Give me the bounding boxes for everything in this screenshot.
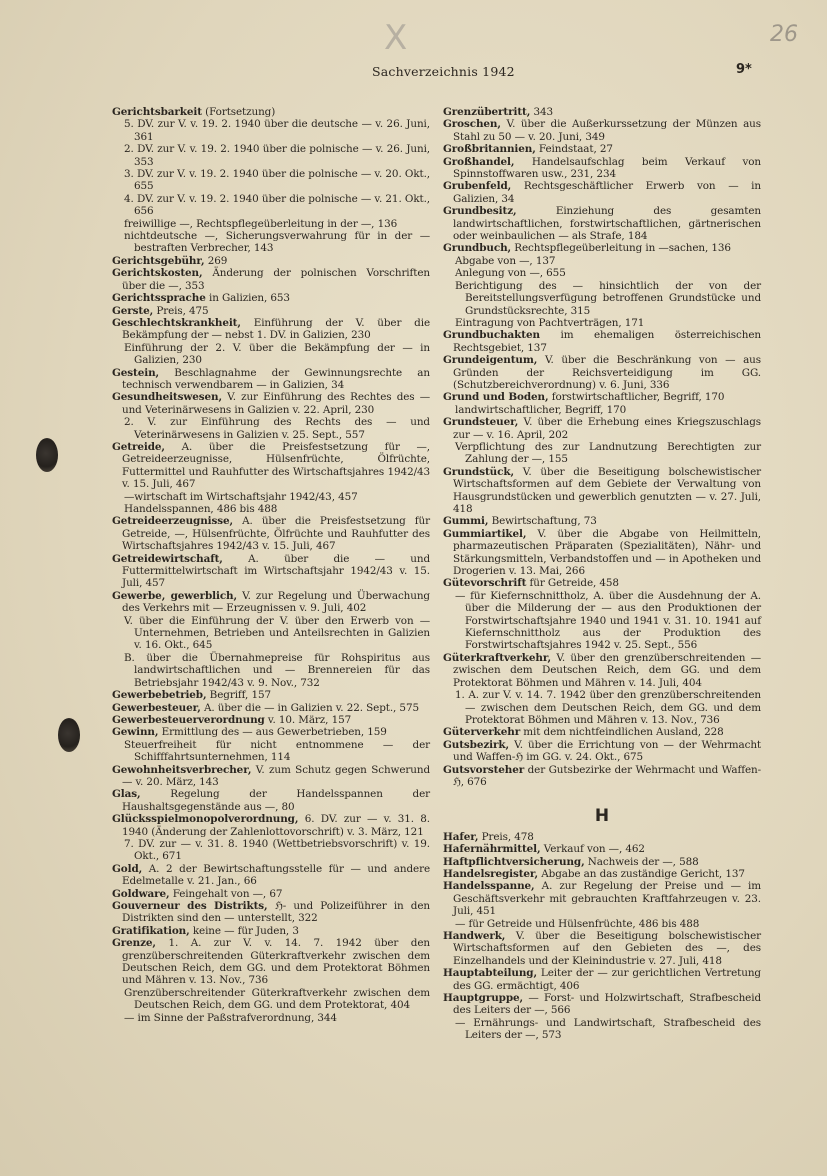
index-text: V. über den grenzüberschreitenden — zwischen dem Deutschen Reich, dem GG. und dem Protektorat Böhmen und Mähren v. 14. Juli, 404 <box>453 651 761 689</box>
index-entry <box>443 856 761 868</box>
index-headword: Haftpflichtversicherung, <box>443 855 585 868</box>
pencil-page-number: 26 <box>770 22 798 47</box>
index-text: Abgabe von —, 137 <box>455 254 556 267</box>
index-text: (Fortsetzung) <box>201 106 276 118</box>
index-entry <box>112 367 430 392</box>
index-headword: Grenze, <box>112 937 156 950</box>
index-text: V. über die Abgabe von Heilmitteln, pharmazeutischen Präparaten (Spezialitäten), Nähr- und Stärkungsmitteln, Verbandstoffen und — in Apotheken und Drogerien v. 13. Mai, 266 <box>453 527 761 578</box>
index-text: Einführung der V. über die Bekämpfung der — nebst 1. DV. in Galizien, 230 <box>122 316 430 342</box>
index-text: Berichtigung des — hinsichtlich der von der Bereitstellungsverfügung betroffenen Grundstücke und Grundstücksrechte, 315 <box>455 279 761 317</box>
index-text: Verpflichtung des zur Landnutzung Berechtigten zur Zahlung der —, 155 <box>455 440 761 466</box>
index-headword: Handwerk, <box>443 930 506 942</box>
index-subentry <box>443 317 761 329</box>
index-entry <box>112 292 430 304</box>
index-text: V. über die Beschränkung von — aus Gründen der Reichsverteidigung im GG. (Schutzbereichverordnung) v. 6. Juni, 336 <box>453 354 761 391</box>
index-entry <box>443 391 761 403</box>
index-headword: Gütevorschrift <box>443 577 527 590</box>
index-text: Beschlagnahme der Gewinnungsrechte an technisch verwendbarem — in Galizien, 34 <box>122 366 430 391</box>
index-text: — Ernährungs- und Landwirtschaft, Strafbescheid des Leiters der —, 573 <box>455 1016 761 1042</box>
index-entry <box>112 813 430 838</box>
index-headword: Hafernährmittel, <box>443 843 541 856</box>
index-entry <box>443 180 761 205</box>
index-entry <box>112 553 430 590</box>
index-headword: Grenzübertritt, <box>443 106 531 118</box>
index-entry <box>443 739 761 764</box>
index-entry <box>443 652 761 689</box>
index-headword: Gutsbezirk, <box>443 738 509 751</box>
index-headword: Gerichtsgebühr, <box>112 254 205 267</box>
index-headword: Güterkraftverkehr, <box>443 651 552 664</box>
index-entry <box>112 267 430 292</box>
index-entry <box>112 391 430 416</box>
index-text: forstwirtschaftlicher, Begriff, 170 <box>548 391 725 404</box>
index-headword: Grundbesitz, <box>443 205 517 218</box>
index-subentry <box>112 218 430 230</box>
index-headword: Groschen, <box>443 118 501 131</box>
index-subentry <box>112 230 430 255</box>
index-subentry <box>112 1012 430 1024</box>
index-entry <box>112 106 430 118</box>
index-headword: Gerichtsbarkeit <box>112 106 202 118</box>
index-headword: Großhandel, <box>443 155 515 168</box>
index-entry <box>112 305 430 317</box>
index-headword: Gummi, <box>443 515 489 528</box>
index-headword: Glücksspielmonopolverordnung, <box>112 813 299 826</box>
index-headword: Grundsteuer, <box>443 416 519 429</box>
index-headword: Goldware, <box>112 887 170 900</box>
index-text: V. über die Außerkurssetzung der Münzen aus Stahl zu 50 — v. 20. Juni, 349 <box>453 118 761 143</box>
index-entry <box>443 205 761 242</box>
index-entry <box>443 143 761 155</box>
punch-hole <box>36 438 58 472</box>
index-entry <box>443 528 761 578</box>
index-subentry <box>112 987 430 1012</box>
index-text: Rechtspflegeüberleitung in —sachen, 136 <box>511 242 731 255</box>
index-text: Handelsaufschlag beim Verkauf von Spinnstoffwaren usw., 231, 234 <box>453 155 761 181</box>
index-headword: Gewerbesteuerverordnung <box>112 713 265 726</box>
index-entry <box>112 702 430 714</box>
index-subentry <box>443 280 761 317</box>
index-subentry <box>443 689 761 726</box>
index-subentry <box>112 652 430 689</box>
index-headword: Gerichtssprache <box>112 292 206 305</box>
index-headword: Gerichtskosten, <box>112 267 203 280</box>
index-text: Feindstaat, 27 <box>535 143 613 156</box>
index-text: A. über die — und Futtermittelwirtschaft im Wirtschaftsjahr 1942/43 v. 15. Juli, 457 <box>122 552 430 590</box>
index-headword: Gummiartikel, <box>443 527 527 540</box>
index-entry <box>112 937 430 987</box>
index-subentry <box>112 739 430 764</box>
index-headword: Gestein, <box>112 366 160 379</box>
index-subentry <box>443 1017 761 1042</box>
index-text: Bewirtschaftung, 73 <box>488 515 597 528</box>
index-text: V. über die Beseitigung bolschewistischer Wirtschaftsformen auf dem Gebiete der Verwaltung von Hausgrundstücken und gewerblich genutzten — v. 27. Juli, 418 <box>453 465 761 515</box>
index-subentry <box>443 404 761 416</box>
index-text: B. über die Übernahmepreise für Rohspiritus aus landwirtschaftlichen und — Brennereien für das Betriebsjahr 1942/43 v. 9. Nov., 732 <box>124 651 430 689</box>
index-text: Nachweis der —, 588 <box>584 855 699 868</box>
index-text: Feingehalt von —, 67 <box>169 887 283 900</box>
index-subentry <box>112 193 430 218</box>
index-headword: Grund und Boden, <box>443 391 549 404</box>
index-subentry <box>443 255 761 267</box>
index-entry <box>443 156 761 181</box>
index-headword: Gewerbesteuer, <box>112 701 201 714</box>
index-text: V. über die Errichtung von — der Wehrmacht und Waffen-ℌ im GG. v. 24. Okt., 675 <box>453 738 761 764</box>
index-entry <box>443 967 761 992</box>
index-headword: Gratifikation, <box>112 924 190 937</box>
index-subentry <box>443 918 761 930</box>
index-entry <box>443 843 761 855</box>
index-text: V. zur Einführung des Rechtes des — und Veterinärwesens in Galizien v. 22. April, 230 <box>122 391 430 416</box>
index-entry <box>112 689 430 701</box>
index-headword: Grundeigentum, <box>443 354 538 367</box>
index-text: 6. DV. zur — v. 31. 8. 1940 (Änderung der Zahlenlottovorschrift) v. 3. März, 121 <box>122 813 430 838</box>
index-subentry <box>112 838 430 863</box>
index-entry <box>443 992 761 1017</box>
index-text: V. über die Beseitigung bolschewistischer Wirtschaftsformen auf den Gebieten des —, des Einzelhandels und der Kleinindustrie v. 27. Juli, 418 <box>453 930 761 967</box>
index-entry <box>443 106 761 118</box>
index-entry <box>112 863 430 888</box>
index-text: Ermittlung des — aus Gewerbetrieben, 159 <box>158 726 387 739</box>
index-entry <box>443 515 761 527</box>
index-headword: Grubenfeld, <box>443 180 512 193</box>
index-text: mit dem nichtfeindlichen Ausland, 228 <box>520 726 724 739</box>
index-entry <box>112 788 430 813</box>
index-headword: Gouverneur des Distrikts, <box>112 900 276 912</box>
index-text: Regelung der Handelsspannen der Haushaltsgegenstände aus —, 80 <box>122 788 430 813</box>
index-text: V. zur Regelung und Überwachung des Verkehrs mit — Erzeugnissen v. 9. Juli, 402 <box>122 589 430 615</box>
index-text: Preis, 475 <box>153 304 209 317</box>
index-text: für Getreide, 458 <box>526 577 619 590</box>
index-text: ℌ- und Polizeiführer in den Distrikten sind den — unterstellt, 322 <box>122 900 430 925</box>
index-entry <box>443 466 761 516</box>
index-text: Einziehung des gesamten landwirtschaftlichen, forstwirtschaftlichen, gärtnerischen oder weinbaulichen — als Strafe, 184 <box>453 205 761 243</box>
index-entry <box>443 764 761 789</box>
index-entry <box>443 831 761 843</box>
index-text: Begriff, 157 <box>206 689 271 702</box>
index-text: 7. DV. zur — v. 31. 8. 1940 (Wettbetriebsvorschrift) v. 19. Okt., 671 <box>124 837 430 863</box>
index-text: Eintragung von Pachtverträgen, 171 <box>455 316 645 329</box>
index-text: A. zur Regelung der Preise und — im Geschäftsverkehr mit gebrauchten Kraftfahrzeugen v. 23. Juli, 451 <box>453 880 761 918</box>
index-text: 1. A. zur V. v. 14. 7. 1942 über den grenzüberschreitenden Güterkraftverkehr zwischen dem Deutschen Reich, dem GG. und dem Protektorat Böhmen und Mähren v. 13. Nov., 736 <box>122 937 430 987</box>
index-text: v. 10. März, 157 <box>264 713 352 726</box>
index-column-left <box>112 106 430 1024</box>
index-headword: Getreideerzeugnisse, <box>112 515 234 528</box>
index-text: — Forst- und Holzwirtschaft, Strafbescheid des Leiters der —, 566 <box>453 992 761 1017</box>
index-text: A. 2 der Bewirtschaftungsstelle für — und andere Edelmetalle v. 21. Jan., 66 <box>122 862 430 888</box>
index-text: der Gutsbezirke der Wehrmacht und Waffen-ℌ, 676 <box>453 763 761 788</box>
index-headword: Handelsspanne, <box>443 880 535 893</box>
index-text: Handelsspannen, 486 bis 488 <box>124 503 278 515</box>
index-text: Grenzüberschreitender Güterkraftverkehr zwischen dem Deutschen Reich, dem GG. und dem Protektorat, 404 <box>124 986 430 1012</box>
index-text: Verkauf von —, 462 <box>540 843 645 856</box>
index-subentry <box>112 143 430 168</box>
index-entry <box>112 515 430 552</box>
index-text: nichtdeutsche —, Sicherungsverwahrung für in der — bestraften Verbrecher, 143 <box>124 230 430 255</box>
index-entry <box>112 590 430 615</box>
index-text: 1. A. zur V. v. 14. 7. 1942 über den grenzüberschreitenden — zwischen dem Deutschen Reich, dem GG. und dem Protektorat Böhmen und Mähren v. 13. Nov., 736 <box>455 689 761 726</box>
section-letter: H <box>594 806 610 827</box>
index-subentry <box>112 491 430 503</box>
index-entry <box>112 441 430 491</box>
index-entry <box>112 900 430 925</box>
index-subentry <box>112 168 430 193</box>
index-text: landwirtschaftlicher, Begriff, 170 <box>455 403 627 416</box>
index-entry <box>443 118 761 143</box>
index-headword: Gewohnheitsverbrecher, <box>112 763 252 776</box>
index-entry <box>443 416 761 441</box>
index-headword: Güterverkehr <box>443 726 521 739</box>
index-entry <box>443 930 761 967</box>
index-subentry <box>443 267 761 279</box>
index-entry <box>112 317 430 342</box>
index-headword: Grundbuchakten <box>443 329 540 342</box>
index-headword: Gewerbe, gewerblich, <box>112 589 238 602</box>
index-text: — für Getreide und Hülsenfrüchte, 486 bis 488 <box>455 917 700 930</box>
index-subentry <box>112 503 430 515</box>
index-entry <box>443 354 761 391</box>
index-text: A. über die — in Galizien v. 22. Sept., 575 <box>200 701 419 714</box>
index-entry <box>443 242 761 254</box>
index-headword: Geschlechtskrankheit, <box>112 316 241 329</box>
index-text: Einführung der 2. V. über die Bekämpfung der — in Galizien, 230 <box>124 341 430 367</box>
index-text: — im Sinne der Paßstrafverordnung, 344 <box>124 1011 337 1024</box>
index-text: Steuerfreiheit für nicht entnommene — der Schifffahrtsunternehmen, 114 <box>124 738 430 764</box>
punch-hole <box>58 718 80 752</box>
index-entry <box>112 255 430 267</box>
index-subentry <box>443 590 761 652</box>
index-column-right <box>443 106 761 1042</box>
index-subentry <box>112 342 430 367</box>
index-headword: Grundbuch, <box>443 242 512 255</box>
index-text: Rechtsgeschäftlicher Erwerb von — in Galizien, 34 <box>453 180 761 205</box>
index-headword: Gesundheitswesen, <box>112 391 222 404</box>
index-text: — für Kiefernschnittholz, A. über die Ausdehnung der A. über die Milderung der — aus den Produktionen der Forstwirtschaftsjahre 1940 und 1941 v. 31. 10. 1941 auf Kiefernschnittholz aus der Produktion des Forstwirtschaftsjahres 1942 v. 25. Sept., 556 <box>455 589 761 652</box>
index-text: im ehemaligen österreichischen Rechtsgebiet, 137 <box>453 329 761 354</box>
index-subentry <box>112 118 430 143</box>
index-text: A. über die Preisfestsetzung für —, Getreideerzeugnisse, Hülsenfrüchte, Ölfrüchte, Futtermittel und Rauhfutter des Wirtschaftsjahres 1942/43 v. 15. Juli, 467 <box>122 440 430 491</box>
index-entry <box>443 577 761 589</box>
index-headword: Gutsvorsteher <box>443 763 525 776</box>
index-text: Abgabe an das zuständige Gericht, 137 <box>538 867 745 880</box>
index-text: 4. DV. zur V. v. 19. 2. 1940 über die polnische — v. 21. Okt., 656 <box>124 192 430 218</box>
index-headword: Gerste, <box>112 304 154 317</box>
index-headword: Hauptabteilung, <box>443 967 537 980</box>
index-text: A. über die Preisfestsetzung für Getreide, —, Hülsenfrüchte, Ölfrüchte und Rauhfutter des Wirtschaftsjahres 1942/43 v. 15. Juli, 467 <box>122 515 430 553</box>
index-headword: Gewinn, <box>112 726 159 739</box>
index-text: 5. DV. zur V. v. 19. 2. 1940 über die deutsche — v. 26. Juni, 361 <box>124 118 430 143</box>
index-headword: Gewerbebetrieb, <box>112 689 207 702</box>
index-text: 343 <box>530 106 554 118</box>
running-header-title: Sachverzeichnis 1942 <box>372 64 515 79</box>
index-text: 2. V. zur Einführung des Rechts des — und Veterinärwesens in Galizien v. 25. Sept., 557 <box>124 416 430 441</box>
index-text: freiwillige —, Rechtspflegeüberleitung in der —, 136 <box>124 217 398 230</box>
index-headword: Handelsregister, <box>443 867 539 880</box>
index-entry <box>112 888 430 900</box>
index-entry <box>443 726 761 738</box>
index-headword: Grundstück, <box>443 465 514 478</box>
index-text: 2. DV. zur V. v. 19. 2. 1940 über die polnische — v. 26. Juni, 353 <box>124 143 430 168</box>
index-text: Anlegung von —, 655 <box>455 267 566 280</box>
index-subentry <box>443 441 761 466</box>
index-text: 269 <box>204 254 228 267</box>
index-subentry <box>112 615 430 652</box>
index-entry <box>112 714 430 726</box>
index-entry <box>443 868 761 880</box>
index-entry <box>443 329 761 354</box>
index-entry <box>443 880 761 917</box>
index-text: 3. DV. zur V. v. 19. 2. 1940 über die polnische — v. 20. Okt., 655 <box>124 168 430 193</box>
index-subentry <box>112 416 430 441</box>
index-text: —wirtschaft im Wirtschaftsjahr 1942/43, 457 <box>124 490 358 503</box>
index-headword: Hafer, <box>443 830 479 843</box>
page-number: 9* <box>736 62 752 77</box>
index-text: Änderung der polnischen Vorschriften über die —, 353 <box>122 267 430 292</box>
index-headword: Glas, <box>112 788 141 801</box>
index-headword: Gold, <box>112 862 143 875</box>
index-entry <box>112 764 430 789</box>
index-text: Preis, 478 <box>478 830 534 843</box>
index-text: V. über die Erhebung eines Kriegszuschlags zur — v. 16. April, 202 <box>453 416 761 441</box>
index-entry <box>112 726 430 738</box>
index-text: in Galizien, 653 <box>205 292 290 305</box>
pencil-mark: X <box>384 18 408 58</box>
index-headword: Hauptgruppe, <box>443 992 524 1005</box>
index-text: V. über die Einführung der V. über den Erwerb von — Unternehmen, Betrieben und Anteilsrechten in Galizien v. 16. Okt., 645 <box>124 614 430 652</box>
index-text: keine — für Juden, 3 <box>189 924 299 937</box>
index-entry <box>112 925 430 937</box>
index-headword: Getreide, <box>112 440 165 453</box>
index-headword: Getreidewirtschaft, <box>112 552 223 565</box>
index-headword: Großbritannien, <box>443 143 536 156</box>
index-text: Leiter der — zur gerichtlichen Vertretung des GG. ermächtigt, 406 <box>453 967 761 992</box>
index-text: V. zum Schutz gegen Schwerund — v. 20. März, 143 <box>122 763 430 788</box>
